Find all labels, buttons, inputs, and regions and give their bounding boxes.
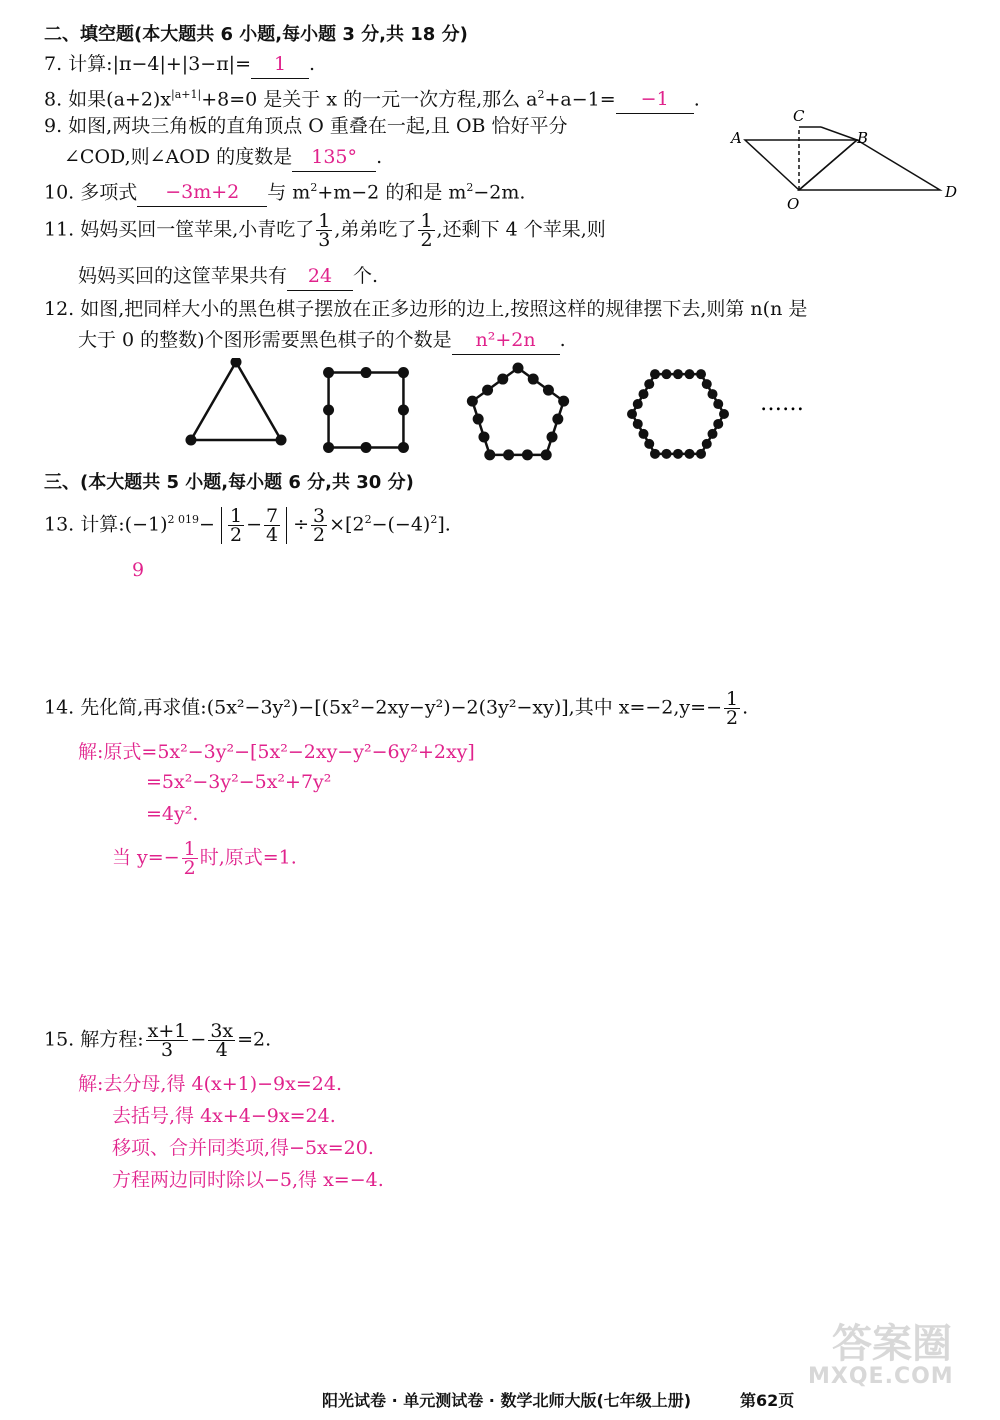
question-13: 13. 计算$:(-1)^{2 019}-$ $\frac{1}{2}$ − $\frac{7}{4}$ ÷ $\frac{3}{2}$ $\times[2^2-(-4)^2]$. [44, 504, 451, 546]
footer-page-number: 第62页 [740, 1391, 795, 1410]
chess-stone [528, 374, 539, 385]
chess-stone [467, 396, 478, 407]
solution-15-line4: 方程两边同时除以−5,得 x=−4. [112, 1169, 384, 1191]
question-11-line2: 妈妈买回的这筐苹果共有 24 个. [78, 262, 378, 291]
label-a: A [731, 129, 742, 147]
label-d: D [945, 183, 958, 201]
chess-stone [323, 405, 334, 416]
answer-9: 135° [292, 143, 376, 172]
question-12-line1: 12. 如图,把同样大小的黑色棋子摆放在正多边形的边上,按照这样的规律摆下去,则第 n(n 是 [44, 298, 808, 320]
answer-7: 1 [251, 50, 309, 79]
section-2-title: 二、填空题(本大题共 6 小题,每小题 3 分,共 18 分) [44, 24, 468, 45]
question-12-line2: 大于 0 的整数)个图形需要黑色棋子的个数是 n²+2n . [78, 326, 566, 355]
solution-14-line2: =5x²−3y²−5x²+7y² [146, 771, 332, 793]
solution-15-line3: 移项、合并同类项,得−5x=20. [112, 1137, 374, 1159]
chess-stone [696, 369, 706, 379]
footer-title: 阳光试卷 · 单元测试卷 · 数学北师大版(七年级上册) [322, 1391, 692, 1410]
chess-stone [702, 439, 712, 449]
triangle-board-bod [799, 140, 940, 190]
solution-15-line2: 去括号,得 4x+4−9x=24. [112, 1105, 336, 1127]
answer-11: 24 [287, 262, 353, 291]
chess-stone [627, 409, 637, 419]
question-7: 7. 计算:|π−4|+|3−π|= 1 . [44, 50, 315, 79]
chess-stone [482, 385, 493, 396]
watermark-logo: 答案圈 [832, 1321, 952, 1367]
label-o: O [787, 195, 800, 213]
chess-stone [702, 379, 712, 389]
chess-stone [276, 435, 287, 446]
question-10: 10. 多项式 −3m+2 与 $m^2+m-2$ 的和是 $m^2-2m$. [44, 174, 525, 207]
chess-stone [685, 369, 695, 379]
chess-stone [513, 363, 524, 374]
chess-stone [361, 442, 372, 453]
answer-10: −3m+2 [137, 178, 267, 207]
chess-stone [398, 405, 409, 416]
chess-stone [713, 399, 723, 409]
chess-stone [473, 414, 484, 425]
solution-14-line1: 解:原式=5x²−3y²−[5x²−2xy−y²−6y²+2xy] [78, 741, 475, 763]
question-9-line2: ∠COD,则∠AOD 的度数是 135° . [64, 143, 382, 172]
chess-stone [719, 409, 729, 419]
solution-14-line4: 当 y=− $\frac{1}{2}$ 时,原式=1. [112, 838, 297, 879]
question-8: 8. 如果$(a+2)x^{|a+1|}+8=0$ 是关于 x 的一元一次方程,那么 $a^2+a-1= -1$ . [44, 81, 700, 114]
chess-polygons-figure [170, 358, 850, 463]
triangle-boards-figure [725, 105, 965, 215]
chess-stone [662, 449, 672, 459]
chess-stone [633, 399, 643, 409]
chess-stone [547, 431, 558, 442]
answer-12: n²+2n [452, 326, 560, 355]
question-11-line1: 11. 妈妈买回一筐苹果,小青吃了 $\frac{1}{3}$ ,弟弟吃了 $\frac{1}{2}$ ,还剩下 4 个苹果,则 [44, 210, 606, 251]
watermark-url: MXQE.COM [808, 1364, 954, 1389]
chess-stone [398, 442, 409, 453]
chess-stone [696, 449, 706, 459]
chess-stone [541, 449, 552, 460]
chess-stone [558, 396, 569, 407]
question-15: 15. 解方程: $\frac{x+1}{3}$ − $\frac{3x}{4}$ =2. [44, 1020, 272, 1061]
chess-stone [708, 389, 718, 399]
chess-stone [231, 358, 242, 368]
chess-stone [644, 439, 654, 449]
label-c: C [793, 107, 805, 125]
solution-15-line1: 解:去分母,得 4(x+1)−9x=24. [78, 1073, 342, 1095]
chess-stone [323, 367, 334, 378]
chess-stone [713, 419, 723, 429]
chess-stone [478, 431, 489, 442]
label-b: B [857, 129, 869, 147]
chess-stone [522, 449, 533, 460]
chess-stone [662, 369, 672, 379]
chess-stone [503, 449, 514, 460]
chess-stone [650, 449, 660, 459]
chess-stone [552, 414, 563, 425]
polygon-figure-2 [329, 373, 404, 448]
chess-stone [323, 442, 334, 453]
triangle-board-aoc [745, 140, 857, 190]
chess-stone [361, 367, 372, 378]
section-3-title: 三、(本大题共 5 小题,每小题 6 分,共 30 分) [44, 472, 414, 493]
chess-stone [673, 369, 683, 379]
chess-stone [185, 435, 196, 446]
chess-stone [497, 374, 508, 385]
answer-8: −1 [616, 85, 694, 114]
chess-stone [673, 449, 683, 459]
chess-stone [644, 379, 654, 389]
chess-stone [708, 429, 718, 439]
question-14: 14. 先化简,再求值:(5x²−3y²)−[(5x²−2xy−y²)−2(3y²−xy)],其中 x=−2,y=− $\frac{1}{2}$ . [44, 688, 749, 729]
chess-stone [398, 367, 409, 378]
chess-stone [543, 385, 554, 396]
chess-stone [639, 429, 649, 439]
question-9-line1: 9. 如图,两块三角板的直角顶点 O 重叠在一起,且 OB 恰好平分 [44, 115, 568, 137]
chess-stone [633, 419, 643, 429]
chess-stone [484, 449, 495, 460]
answer-13: 9 [132, 559, 145, 581]
chess-stone [639, 389, 649, 399]
solution-14-line3: =4y². [146, 803, 199, 825]
ellipsis: …… [760, 391, 804, 416]
chess-stone [685, 449, 695, 459]
polygon-figure-1 [191, 362, 281, 440]
chess-stone [650, 369, 660, 379]
